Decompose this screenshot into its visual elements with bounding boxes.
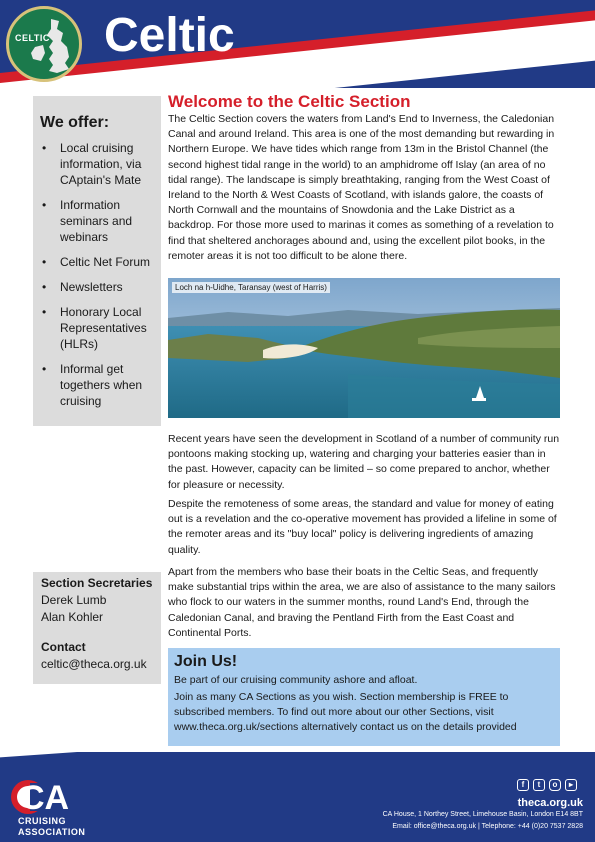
ca-logo — [10, 775, 84, 819]
photo-caption: Loch na h-Uidhe, Taransay (west of Harris) — [172, 282, 330, 293]
join-heading: Join Us! — [174, 653, 238, 670]
offer-label: Local cruising information, via CAptain's Mate — [60, 141, 142, 187]
list-item: • Newsletters — [42, 280, 123, 294]
website-link[interactable]: theca.org.uk — [517, 797, 583, 809]
offer-heading: We offer: — [40, 114, 110, 131]
body-paragraph: Apart from the members who base their boats in the Celtic Seas, and frequently make substantial trips within the area, we are also of assistance to the many sailors who flock to our waters in the summer months, round Land's End, through the Caledonian Canal, and braving the Pentland Firth from the East Coast and Continental Ports. — [168, 566, 556, 639]
footer-address: CA House, 1 Northey Street, Limehouse Basin, London E14 8BT — [382, 811, 583, 818]
facebook-icon[interactable]: f — [517, 779, 529, 791]
ca-logo-line1: CRUISING — [18, 816, 67, 826]
secretaries-heading: Section Secretaries — [41, 576, 153, 590]
list-item: • Informal get togethers when cruising — [42, 362, 143, 408]
footer-contact: Email: office@theca.org.uk | Telephone: +44 (0)20 7537 2828 — [392, 823, 583, 830]
offer-label: Newsletters — [60, 280, 123, 294]
page-title: Celtic — [104, 9, 235, 62]
offer-label: Honorary Local Representatives (HLRs) — [60, 305, 147, 351]
celtic-badge-logo — [6, 6, 82, 82]
header-banner — [0, 0, 595, 88]
join-paragraph: Join as many CA Sections as you wish. Section membership is FREE to subscribed members. To find out more about our other Sections, visit www.theca.org.uk/sections alternatively contact us on the details provided — [174, 691, 517, 733]
british-isles-map-icon — [31, 17, 75, 77]
list-item: • Information seminars and webinars — [42, 198, 133, 244]
list-item: • Local cruising information, via CAptain's Mate — [42, 141, 142, 187]
youtube-icon[interactable]: ▸ — [565, 779, 577, 791]
join-tagline: Be part of our cruising community ashore and afloat. — [174, 674, 418, 686]
list-item: • Honorary Local Representatives (HLRs) — [42, 305, 147, 351]
body-paragraph: Recent years have seen the development in Scotland of a number of community run pontoons making stocking up, watering and charging your batteries easier than in the past. However, capacity can be limited – so come prepared to anchor, whether for pleasure or necessity. — [168, 433, 560, 491]
contact-heading: Contact — [41, 640, 86, 654]
offer-label: Celtic Net Forum — [60, 255, 151, 269]
badge-text: CELTIC — [15, 33, 50, 43]
loch-photo — [168, 278, 560, 418]
landscape-image — [168, 278, 560, 418]
list-item: • Celtic Net Forum — [42, 255, 151, 269]
offer-label: Information seminars and webinars — [60, 198, 133, 244]
offer-list — [42, 140, 160, 418]
body-paragraph: Despite the remoteness of some areas, the standard and value for money of eating out is a revelation and the co-operative movement has provided a lifeline in some of the remoter areas and its "buy local" policy is delivering ingredients of amazing quality. — [168, 498, 557, 556]
instagram-icon[interactable]: o — [549, 779, 561, 791]
twitter-icon[interactable]: t — [533, 779, 545, 791]
ca-logo-line2: ASSOCIATION — [18, 827, 86, 837]
footer-white-wave — [0, 752, 595, 758]
contact-email-link[interactable]: celtic@theca.org.uk — [41, 657, 147, 671]
offer-label: Informal get togethers when cruising — [60, 362, 143, 408]
section-title: Welcome to the Celtic Section — [168, 92, 411, 111]
secretary-name: Alan Kohler — [41, 610, 104, 624]
secretary-name: Derek Lumb — [41, 593, 107, 607]
intro-paragraph: The Celtic Section covers the waters from Land's End to Inverness, the Caledonian Canal and around Ireland. This area is one of the most demanding but rewarding in Northern Europe. We have tides which range from 13m in the Bristol Channel (the second highest tidal range in the world) to an amphidrome off Islay (an area of no tidal range). The landscape is simply breathtaking, ranging from the West Coast of Ireland to the North & West Coasts of Scotland, with islands galore, the coasts of North Cornwall and the mountains of Snowdonia and the Lake District as a backdrop. For those more used to marinas it comes as something of a revelation to find that sheltered anchorages abound and, using the excellent pilot books, in the remoter areas it is not too difficult to be alone there. — [168, 113, 555, 262]
ca-logo-letters: CA — [20, 779, 70, 817]
